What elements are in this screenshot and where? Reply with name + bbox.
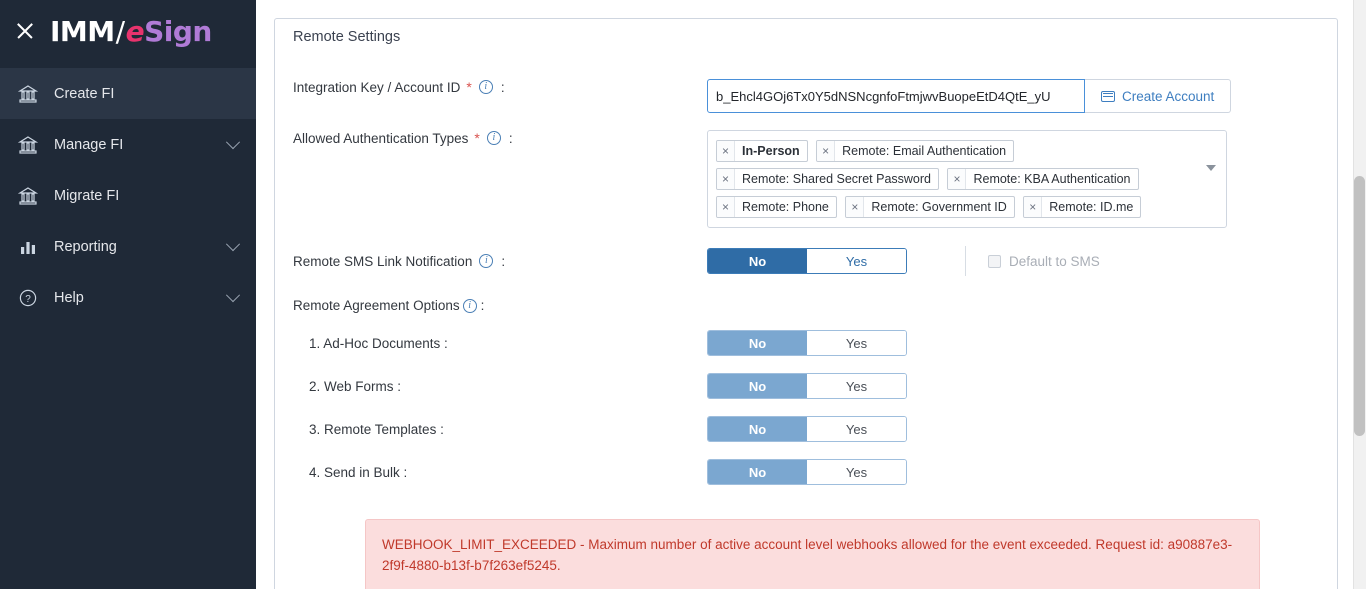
default-to-sms-field[interactable] <box>988 254 1100 269</box>
auth-chip[interactable] <box>716 168 939 190</box>
agreement-option-label: 4. Send in Bulk : <box>309 464 408 480</box>
svg-text:?: ? <box>25 293 31 305</box>
vertical-divider <box>965 246 966 276</box>
agreement-option-label: 1. Ad-Hoc Documents : <box>309 335 448 351</box>
info-icon[interactable]: i <box>479 254 493 268</box>
auth-chip[interactable] <box>716 140 808 162</box>
sidebar-item-label: Create FI <box>54 85 115 102</box>
create-account-icon <box>1101 91 1115 102</box>
remote-templates-toggle[interactable] <box>707 416 907 442</box>
chip-remove-icon[interactable]: × <box>948 169 966 189</box>
toggle-option-no[interactable]: No <box>708 374 807 398</box>
toggle-option-yes[interactable]: Yes <box>807 417 906 441</box>
scrollbar-thumb[interactable] <box>1354 176 1365 436</box>
sidebar-item-migrate-fi[interactable] <box>0 170 256 221</box>
required-marker: * <box>466 79 472 95</box>
logo-imm: IMM <box>50 14 115 48</box>
chevron-down-icon[interactable] <box>226 135 240 149</box>
agreement-option-row <box>275 330 1337 356</box>
chip-label: Remote: KBA Authentication <box>973 172 1131 186</box>
agreement-option-row <box>275 416 1337 442</box>
sms-notification-toggle[interactable] <box>707 248 907 274</box>
toggle-option-yes[interactable]: Yes <box>807 331 906 355</box>
auth-types-label <box>275 130 707 146</box>
sidebar-item-reporting[interactable] <box>0 221 256 272</box>
sms-notification-label-text: Remote SMS Link Notification <box>293 253 473 269</box>
toggle-option-yes[interactable]: Yes <box>807 374 906 398</box>
label-colon: : <box>501 253 506 269</box>
agreement-option-label: 3. Remote Templates : <box>309 421 444 437</box>
bank-icon <box>18 186 38 206</box>
sms-notification-label <box>275 254 707 269</box>
integration-key-input[interactable] <box>707 79 1085 113</box>
integration-key-label <box>275 79 707 95</box>
sidebar-item-manage-fi[interactable] <box>0 119 256 170</box>
toggle-option-no[interactable]: No <box>708 331 807 355</box>
auth-chip[interactable] <box>947 168 1138 190</box>
sidebar-item-label: Manage FI <box>54 136 124 153</box>
question-circle-icon <box>18 288 38 308</box>
info-icon[interactable]: i <box>479 80 493 94</box>
bank-icon <box>18 84 38 104</box>
error-banner: WEBHOOK_LIMIT_EXCEEDED - Maximum number of active account level webhooks allowed for the event exceeded. Request id: a90887e3-2f9f-4880-b13f-b7f263ef5245. <box>365 519 1260 589</box>
sidebar-item-label: Migrate FI <box>54 187 120 204</box>
auth-chip[interactable] <box>1023 196 1141 218</box>
chip-label: Remote: ID.me <box>1049 200 1134 214</box>
sidebar-item-help[interactable] <box>0 272 256 323</box>
remote-settings-panel <box>274 18 1338 589</box>
remote-settings-form <box>275 53 1337 589</box>
panel-title: Remote Settings <box>293 29 401 45</box>
sidebar-item-label: Help <box>54 289 84 306</box>
sidebar-item-label: Reporting <box>54 238 117 255</box>
ad-hoc-documents-toggle[interactable] <box>707 330 907 356</box>
chip-remove-icon[interactable]: × <box>717 141 735 161</box>
logo-slash: / <box>115 14 125 48</box>
toggle-option-yes[interactable]: Yes <box>807 249 906 273</box>
agreement-option-label: 2. Web Forms : <box>309 378 402 394</box>
agreement-option-row <box>275 373 1337 399</box>
chevron-down-icon[interactable] <box>226 237 240 251</box>
default-to-sms-checkbox[interactable] <box>988 255 1001 268</box>
logo-e: e <box>125 14 145 48</box>
auth-types-multiselect[interactable] <box>707 130 1227 228</box>
bar-chart-icon <box>18 237 38 257</box>
chip-remove-icon[interactable]: × <box>717 197 735 217</box>
toggle-option-no[interactable]: No <box>708 460 807 484</box>
chevron-down-icon[interactable] <box>1206 165 1216 171</box>
create-account-button[interactable] <box>1085 79 1231 113</box>
main-content <box>256 0 1366 589</box>
chip-label: Remote: Email Authentication <box>842 144 1007 158</box>
chip-remove-icon[interactable]: × <box>1024 197 1042 217</box>
auth-chip[interactable] <box>716 196 837 218</box>
chip-remove-icon[interactable]: × <box>717 169 735 189</box>
agreement-options-label-text: Remote Agreement Options <box>293 298 460 313</box>
toggle-option-no[interactable]: No <box>708 417 807 441</box>
chevron-down-icon[interactable] <box>226 288 240 302</box>
auth-chip[interactable] <box>816 140 1014 162</box>
sms-notification-row <box>275 246 1337 276</box>
app-logo <box>50 15 212 48</box>
chip-remove-icon[interactable]: × <box>846 197 864 217</box>
toggle-option-yes[interactable]: Yes <box>807 460 906 484</box>
default-to-sms-label: Default to SMS <box>1009 253 1100 269</box>
web-forms-toggle[interactable] <box>707 373 907 399</box>
info-icon[interactable]: i <box>463 299 477 313</box>
chip-label: Remote: Shared Secret Password <box>742 172 931 186</box>
label-colon: : <box>508 130 513 146</box>
logo-sign: Sign <box>144 14 212 48</box>
chip-label: In-Person <box>742 144 800 158</box>
agreement-options-label <box>275 298 1337 313</box>
sidebar-item-create-fi[interactable] <box>0 68 256 119</box>
content-top-strip <box>512 0 1366 8</box>
auth-types-label-text: Allowed Authentication Types <box>293 130 469 146</box>
auth-chip[interactable] <box>845 196 1014 218</box>
close-icon[interactable] <box>14 20 36 42</box>
integration-key-label-text: Integration Key / Account ID <box>293 79 461 95</box>
page-scrollbar[interactable] <box>1353 0 1366 589</box>
required-marker: * <box>474 130 480 146</box>
bank-icon <box>18 135 38 155</box>
label-colon: : <box>480 298 485 313</box>
sidebar-header <box>0 0 256 62</box>
sidebar-nav <box>0 68 256 323</box>
integration-key-row <box>275 79 1337 113</box>
label-colon: : <box>500 79 505 95</box>
chip-label: Remote: Phone <box>742 200 829 214</box>
chip-remove-icon[interactable]: × <box>817 141 835 161</box>
chip-label: Remote: Government ID <box>871 200 1007 214</box>
create-account-label: Create Account <box>1122 88 1215 104</box>
auth-types-row <box>275 130 1337 228</box>
agreement-option-row <box>275 459 1337 485</box>
toggle-option-no[interactable]: No <box>708 249 807 273</box>
sidebar <box>0 0 256 589</box>
send-in-bulk-toggle[interactable] <box>707 459 907 485</box>
info-icon[interactable]: i <box>487 131 501 145</box>
